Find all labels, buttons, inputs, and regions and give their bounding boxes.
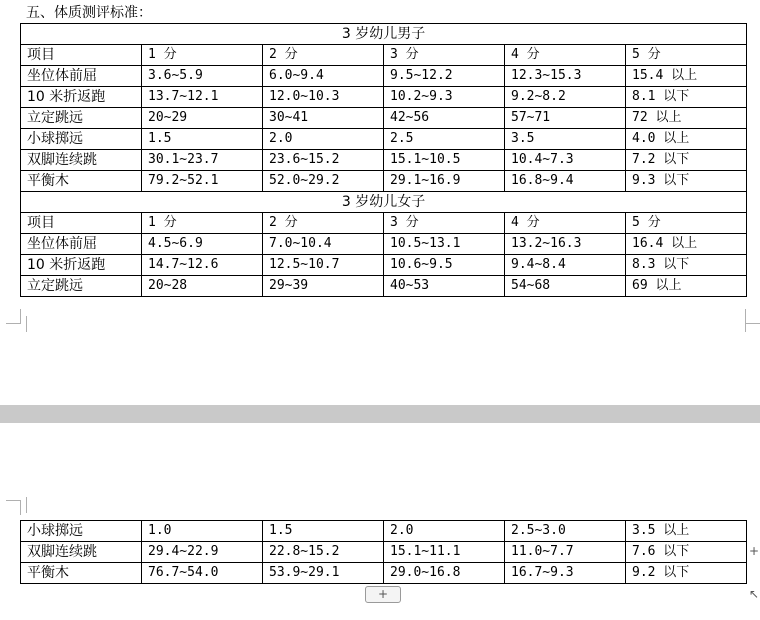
score-cell[interactable]: 3.5 [505,129,626,150]
table-title[interactable]: 3 岁幼儿女子 [21,192,747,213]
score-cell[interactable]: 20~28 [142,276,263,297]
score-cell[interactable]: 16.4 以上 [626,234,747,255]
score-cell[interactable]: 13.2~16.3 [505,234,626,255]
score-cell[interactable]: 10.2~9.3 [384,87,505,108]
score-cell[interactable]: 9.5~12.2 [384,66,505,87]
table-title-row [21,24,747,45]
add-column-button[interactable]: + [749,544,760,558]
page-corner-mark [745,309,760,324]
item-name-cell[interactable]: 10 米折返跑 [21,255,142,276]
score-cell[interactable]: 4 分 [505,213,626,234]
table-title[interactable]: 3 岁幼儿男子 [21,24,747,45]
score-cell[interactable]: 7.0~10.4 [263,234,384,255]
score-cell[interactable]: 57~71 [505,108,626,129]
page-corner-mark [26,316,28,332]
table-row [21,108,747,129]
score-cell[interactable]: 7.2 以下 [626,150,747,171]
score-cell[interactable]: 69 以上 [626,276,747,297]
score-cell[interactable]: 2.5~3.0 [505,521,626,542]
score-cell[interactable]: 11.0~7.7 [505,542,626,563]
score-cell[interactable]: 5 分 [626,45,747,66]
score-cell[interactable]: 8.1 以下 [626,87,747,108]
item-name-cell[interactable]: 坐位体前屈 [21,66,142,87]
score-cell[interactable]: 10.4~7.3 [505,150,626,171]
score-cell[interactable]: 6.0~9.4 [263,66,384,87]
score-cell[interactable]: 54~68 [505,276,626,297]
score-cell[interactable]: 5 分 [626,213,747,234]
page-corner-mark [6,500,21,515]
score-cell[interactable]: 1 分 [142,213,263,234]
item-name-cell[interactable]: 双脚连续跳 [21,542,142,563]
header-row [21,213,747,234]
section-heading: 五、体质测评标准： [26,5,152,21]
score-cell[interactable]: 16.7~9.3 [505,563,626,584]
score-cell[interactable]: 1.0 [142,521,263,542]
score-cell[interactable]: 9.3 以下 [626,171,747,192]
score-cell[interactable]: 10.5~13.1 [384,234,505,255]
score-cell[interactable]: 3 分 [384,45,505,66]
score-cell[interactable]: 13.7~12.1 [142,87,263,108]
fitness-table-page1 [20,23,747,297]
score-cell[interactable]: 7.6 以下 [626,542,747,563]
score-cell[interactable]: 4.0 以上 [626,129,747,150]
score-cell[interactable]: 15.1~10.5 [384,150,505,171]
item-name-cell[interactable]: 项目 [21,213,142,234]
page-corner-mark [6,309,21,324]
table-row [21,563,747,584]
table-row [21,171,747,192]
page-break-gap [0,405,760,423]
score-cell[interactable]: 29.1~16.9 [384,171,505,192]
score-cell[interactable]: 14.7~12.6 [142,255,263,276]
table-row [21,542,747,563]
score-cell[interactable]: 9.2 以下 [626,563,747,584]
item-name-cell[interactable]: 小球掷远 [21,521,142,542]
table-row [21,255,747,276]
item-name-cell[interactable]: 平衡木 [21,171,142,192]
score-cell[interactable]: 15.4 以上 [626,66,747,87]
score-cell[interactable]: 9.2~8.2 [505,87,626,108]
item-name-cell[interactable]: 10 米折返跑 [21,87,142,108]
score-cell[interactable]: 12.3~15.3 [505,66,626,87]
score-cell[interactable]: 29.0~16.8 [384,563,505,584]
item-name-cell[interactable]: 立定跳远 [21,108,142,129]
score-cell[interactable]: 1.5 [142,129,263,150]
item-name-cell[interactable]: 项目 [21,45,142,66]
table-row [21,66,747,87]
score-cell[interactable]: 52.0~29.2 [263,171,384,192]
score-cell[interactable]: 9.4~8.4 [505,255,626,276]
item-name-cell[interactable]: 坐位体前屈 [21,234,142,255]
table-row [21,150,747,171]
score-cell[interactable]: 1 分 [142,45,263,66]
score-cell[interactable]: 72 以上 [626,108,747,129]
score-cell[interactable]: 1.5 [263,521,384,542]
score-cell[interactable]: 29~39 [263,276,384,297]
score-cell[interactable]: 16.8~9.4 [505,171,626,192]
score-cell[interactable]: 12.0~10.3 [263,87,384,108]
item-name-cell[interactable]: 立定跳远 [21,276,142,297]
score-cell[interactable]: 20~29 [142,108,263,129]
score-cell[interactable]: 22.8~15.2 [263,542,384,563]
score-cell[interactable]: 4 分 [505,45,626,66]
table-title-row [21,192,747,213]
score-cell[interactable]: 10.6~9.5 [384,255,505,276]
score-cell[interactable]: 23.6~15.2 [263,150,384,171]
score-cell[interactable]: 29.4~22.9 [142,542,263,563]
item-name-cell[interactable]: 平衡木 [21,563,142,584]
add-row-button[interactable]: + [365,586,401,603]
table-row [21,87,747,108]
score-cell[interactable]: 76.7~54.0 [142,563,263,584]
score-cell[interactable]: 3.5 以上 [626,521,747,542]
score-cell[interactable]: 30.1~23.7 [142,150,263,171]
score-cell[interactable]: 40~53 [384,276,505,297]
score-cell[interactable]: 2 分 [263,45,384,66]
score-cell[interactable]: 2 分 [263,213,384,234]
score-cell[interactable]: 2.5 [384,129,505,150]
score-cell[interactable]: 4.5~6.9 [142,234,263,255]
header-row [21,45,747,66]
score-cell[interactable]: 12.5~10.7 [263,255,384,276]
score-cell[interactable]: 30~41 [263,108,384,129]
score-cell[interactable]: 53.9~29.1 [263,563,384,584]
item-name-cell[interactable]: 双脚连续跳 [21,150,142,171]
table-resize-handle[interactable]: ↖ [749,587,760,601]
item-name-cell[interactable]: 小球掷远 [21,129,142,150]
score-cell[interactable]: 42~56 [384,108,505,129]
page-corner-mark [745,316,747,332]
table-row [21,276,747,297]
page-corner-mark [26,497,28,513]
score-cell[interactable]: 79.2~52.1 [142,171,263,192]
table-row [21,129,747,150]
score-cell[interactable]: 3 分 [384,213,505,234]
score-cell[interactable]: 15.1~11.1 [384,542,505,563]
table-row [21,521,747,542]
score-cell[interactable]: 8.3 以下 [626,255,747,276]
score-cell[interactable]: 2.0 [263,129,384,150]
fitness-table-page2 [20,520,747,584]
table-row [21,234,747,255]
score-cell[interactable]: 2.0 [384,521,505,542]
score-cell[interactable]: 3.6~5.9 [142,66,263,87]
